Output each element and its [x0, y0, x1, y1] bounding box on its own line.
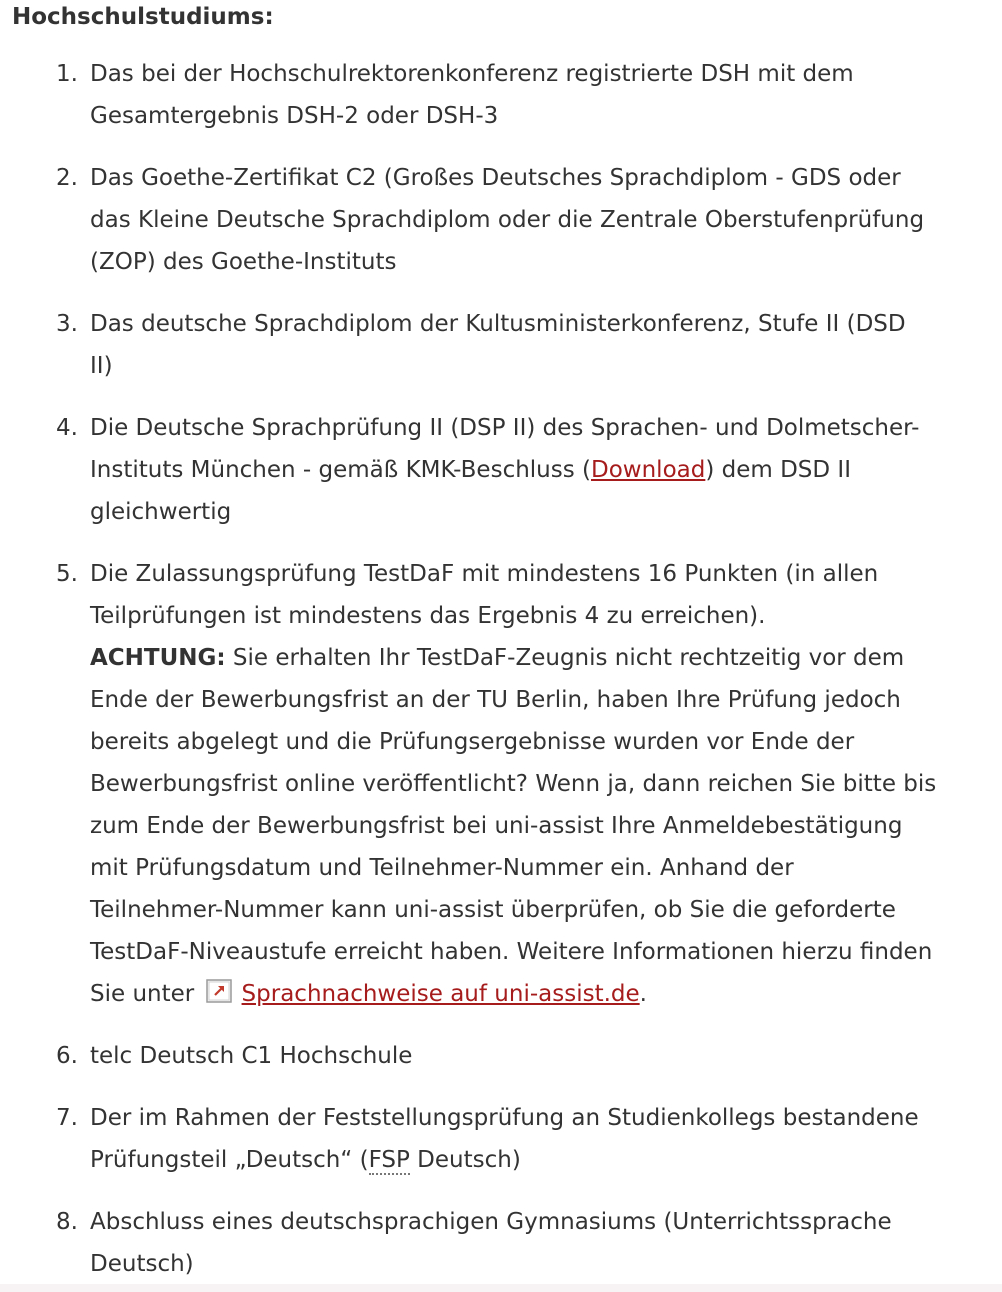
item-text: Abschluss eines deutschsprachigen Gymnasiums (Unterrichtssprache Deutsch): [90, 1209, 892, 1277]
item-text: Das Goethe-Zertifikat C2 (Großes Deutsches Sprachdiplom - GDS oder das Kleine Deutsche Sprachdiplom oder die Zentrale Oberstufenprüfung (ZOP) des Goethe-Instituts: [90, 165, 925, 275]
item-text: Die Zulassungsprüfung TestDaF mit mindestens 16 Punkten (in allen Teilprüfungen ist mindestens das Ergebnis 4 zu erreichen). ACHTUNG: Sie erhalten Ihr TestDaF-Zeugnis nicht rechtzeitig vor dem Ende der Bewerbungsfrist an der TU Berlin, haben Ihre Prüfung jedoch bereits abgelegt und die Prüfungsergebnisse wurden vor Ende der Bewerbungsfrist online veröffentlicht? Wenn ja, dann reichen Sie bitte bis zum Ende der Bewerbungsfrist bei uni-assist Ihre Anmeldebestätigung mit Prüfungsdatum und Teilnehmer-Nummer ein. Anhand der Teilnehmer-Nummer kann uni-assist überprüfen, ob Sie die geforderte TestDaF-Niveaustufe erreicht haben. Weitere Informationen hierzu finden Sie unter Sprachnachweise auf uni-assist.de.: [90, 561, 937, 1007]
external-link-icon: [206, 975, 232, 999]
section-heading: Hochschulstudiums:: [12, 4, 274, 30]
warning-label: ACHTUNG:: [90, 645, 226, 671]
fsp-abbreviation[interactable]: FSP: [368, 1147, 410, 1173]
item-text: Die Deutsche Sprachprüfung II (DSP II) des Sprachen- und Dolmetscher- Instituts München - gemäß KMK-Beschluss (Download) dem DSD II gleichwertig: [90, 415, 920, 525]
list-number: 1.: [56, 61, 78, 87]
list-number: 2.: [56, 165, 78, 191]
list-number: 6.: [56, 1043, 78, 1069]
list-number: 4.: [56, 415, 78, 441]
uni-assist-link[interactable]: Sprachnachweise auf uni-assist.de: [241, 981, 640, 1007]
item-text: Das bei der Hochschulrektorenkonferenz registrierte DSH mit dem Gesamtergebnis DSH-2 oder DSH-3: [90, 61, 854, 129]
item-text: telc Deutsch C1 Hochschule: [90, 1043, 413, 1069]
list-number: 8.: [56, 1209, 78, 1235]
page-bottom-strip: [0, 1284, 1002, 1292]
item-text: Das deutsche Sprachdiplom der Kultusministerkonferenz, Stufe II (DSD II): [90, 311, 906, 379]
list-number: 7.: [56, 1105, 78, 1131]
list-number: 3.: [56, 311, 78, 337]
list-number: 5.: [56, 561, 78, 587]
item-text: Der im Rahmen der Feststellungsprüfung an Studienkollegs bestandene Prüfungsteil „Deutsch“ (FSP Deutsch): [90, 1105, 919, 1173]
download-link[interactable]: Download: [591, 457, 706, 483]
